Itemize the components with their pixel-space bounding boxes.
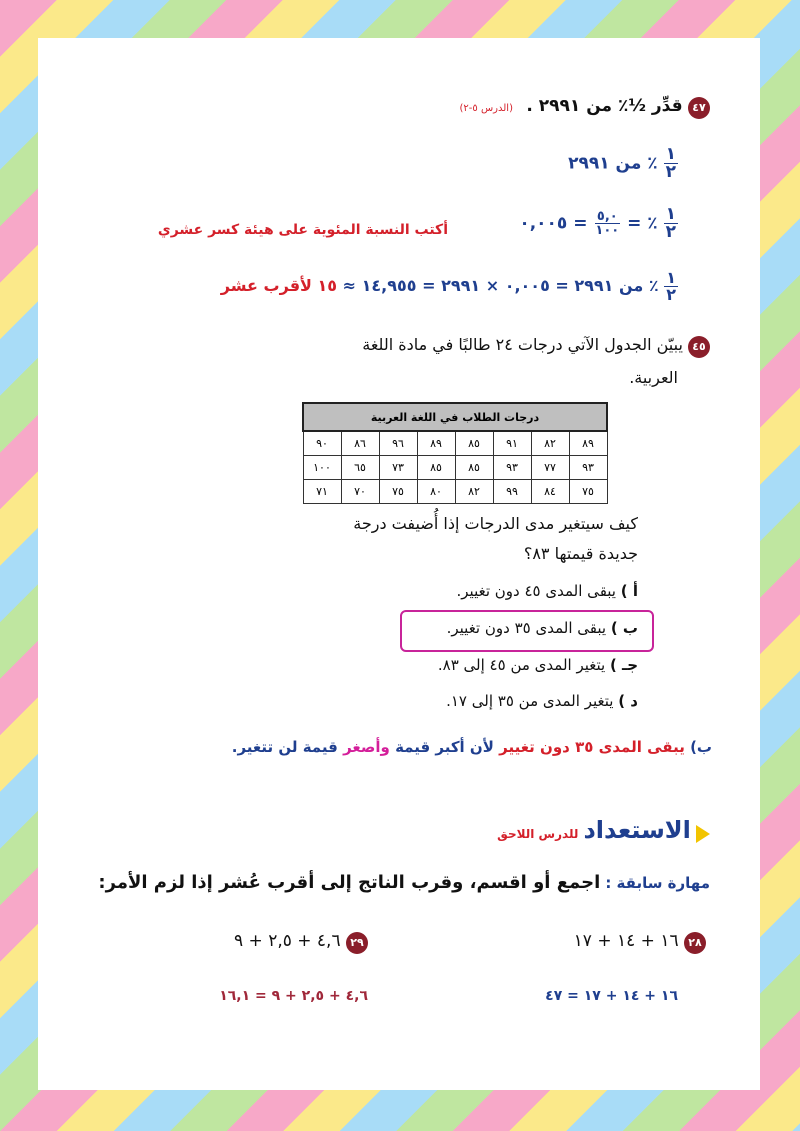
q47-line2-pct: ٪ = bbox=[627, 213, 658, 234]
prep-heading bbox=[497, 816, 710, 844]
q47-line3 bbox=[221, 270, 678, 303]
skill-text: اجمع أو اقسم، وقرب الناتج إلى أقرب عُشر إذا لزم الأمر: bbox=[98, 872, 601, 893]
skill-label: مهارة سابقة : bbox=[605, 874, 710, 892]
table-cell: ٨٩ bbox=[569, 431, 607, 456]
table-cell: ٩٣ bbox=[569, 456, 607, 480]
q47-line2-note: أكتب النسبة المئوية على هيئة كسر عشري bbox=[157, 222, 448, 238]
table-cell: ٦٥ bbox=[341, 456, 379, 480]
q29 bbox=[234, 931, 368, 954]
q45-answer-prefix: ب) bbox=[690, 738, 712, 756]
table-cell: ٧٠ bbox=[341, 480, 379, 504]
table-cell: ٧١ bbox=[303, 480, 341, 504]
q29-answer: ٤,٦ + ٢,٥ + ٩ = ١٦,١ bbox=[219, 988, 368, 1004]
q47-line2-fraction2: $\frac{٥,٠}{١٠٠}$ bbox=[595, 209, 620, 238]
q47-line1 bbox=[568, 146, 678, 181]
table-cell: ٨٥ bbox=[455, 431, 493, 456]
q28-number-badge: ٢٨ bbox=[684, 932, 706, 954]
option-a-text: يبقى المدى ٤٥ دون تغيير. bbox=[456, 582, 616, 600]
table-cell: ٨٢ bbox=[455, 480, 493, 504]
q47-number-badge: ٤٧ bbox=[688, 97, 710, 119]
table-cell: ٩٣ bbox=[493, 456, 531, 480]
q47-line3-fraction: $\frac{١}{٢}$ bbox=[666, 268, 676, 304]
q45-number-badge: ٤٥ bbox=[688, 336, 710, 358]
prep-title: الاستعداد bbox=[583, 816, 691, 844]
q47-line3-calc: ٪ من ٢٩٩١ = ٠,٠٠٥ × ٢٩٩١ = ١٤,٩٥٥ ≈ bbox=[342, 276, 659, 295]
grades-table bbox=[302, 402, 608, 504]
q45-prompt bbox=[362, 335, 710, 358]
table-cell: ٨٠ bbox=[417, 480, 455, 504]
q45-answer bbox=[232, 738, 712, 756]
table-cell: ٨٤ bbox=[531, 480, 569, 504]
table-cell: ٧٧ bbox=[531, 456, 569, 480]
table-cell: ٨٩ bbox=[417, 431, 455, 456]
table-cell: ٩٩ bbox=[493, 480, 531, 504]
table-cell: ٨٦ bbox=[341, 431, 379, 456]
table-cell: ٧٥ bbox=[569, 480, 607, 504]
q47-line1-fraction: $\frac{١}{٢}$ bbox=[665, 144, 676, 182]
table-row bbox=[303, 480, 607, 504]
option-c[interactable] bbox=[438, 656, 638, 674]
option-d[interactable] bbox=[446, 692, 638, 710]
q47-line2-result: = ٠,٠٠٥ bbox=[519, 213, 588, 234]
q29-expression: ٤,٦ + ٢,٥ + ٩ bbox=[233, 931, 341, 951]
table-cell: ٨٥ bbox=[417, 456, 455, 480]
table-row bbox=[303, 431, 607, 456]
q45-prompt-line2: العربية. bbox=[629, 368, 678, 387]
option-b-text: يبقى المدى ٣٥ دون تغيير. bbox=[446, 619, 607, 637]
table-cell: ٩٠ bbox=[303, 431, 341, 456]
option-b[interactable] bbox=[447, 619, 638, 637]
grades-table-title: درجات الطلاب في اللغة العربية bbox=[303, 403, 607, 431]
q45-answer-navy1: لأن أكبر قيمة bbox=[395, 738, 494, 756]
q45-prompt-line1: يبيّن الجدول الآتي درجات ٢٤ طالبًا في مادة اللغة bbox=[362, 335, 683, 354]
q47-prompt bbox=[460, 96, 710, 119]
q45-answer-magenta: وأصغر bbox=[343, 738, 390, 756]
q45-answer-navy2: قيمة لن تتغير. bbox=[231, 738, 338, 756]
q47-prompt-text: قدِّر ½٪ من ٢٩٩١ . bbox=[526, 96, 683, 116]
grades-table-wrapper bbox=[302, 402, 608, 504]
table-cell: ٧٣ bbox=[379, 456, 417, 480]
table-cell: ٩٦ bbox=[379, 431, 417, 456]
q28-expression: ١٦ + ١٤ + ١٧ bbox=[573, 931, 679, 951]
q45-question-line1: كيف سيتغير مدى الدرجات إذا أُضيفت درجة bbox=[353, 514, 638, 533]
table-cell: ٩١ bbox=[493, 431, 531, 456]
table-cell: ٨٥ bbox=[455, 456, 493, 480]
q47-line2-fraction: $\frac{١}{٢}$ bbox=[665, 204, 676, 242]
worksheet-page bbox=[38, 38, 760, 1090]
q28-answer: ١٦ + ١٤ + ١٧ = ٤٧ bbox=[545, 988, 678, 1004]
q45-answer-red: يبقى المدى ٣٥ دون تغيير bbox=[499, 738, 685, 756]
q45-question-line2: جديدة قيمتها ٨٣؟ bbox=[523, 544, 638, 563]
q47-line2 bbox=[519, 206, 678, 241]
prep-subtitle: للدرس اللاحق bbox=[497, 827, 579, 841]
triangle-icon bbox=[696, 825, 710, 843]
option-b-letter: ب ) bbox=[610, 619, 638, 637]
option-a[interactable] bbox=[457, 582, 638, 600]
table-cell: ٧٥ bbox=[379, 480, 417, 504]
q29-number-badge: ٢٩ bbox=[346, 932, 368, 954]
table-cell: ١٠٠ bbox=[303, 456, 341, 480]
table-row bbox=[303, 456, 607, 480]
option-d-letter: د ) bbox=[618, 692, 638, 710]
q47-line1-text: ٪ من ٢٩٩١ bbox=[568, 153, 658, 174]
q28 bbox=[574, 931, 706, 954]
option-c-text: يتغير المدى من ٤٥ إلى ٨٣. bbox=[437, 656, 606, 674]
q47-lesson-ref: (الدرس ٥-٢) bbox=[459, 103, 513, 114]
q47-line3-answer: ١٥ لأقرب عشر bbox=[220, 276, 338, 295]
option-c-letter: جـ ) bbox=[609, 656, 638, 674]
table-cell: ٨٢ bbox=[531, 431, 569, 456]
option-d-text: يتغير المدى من ٣٥ إلى ١٧. bbox=[446, 692, 614, 710]
prep-instructions bbox=[98, 872, 710, 893]
option-a-letter: أ ) bbox=[620, 582, 638, 600]
